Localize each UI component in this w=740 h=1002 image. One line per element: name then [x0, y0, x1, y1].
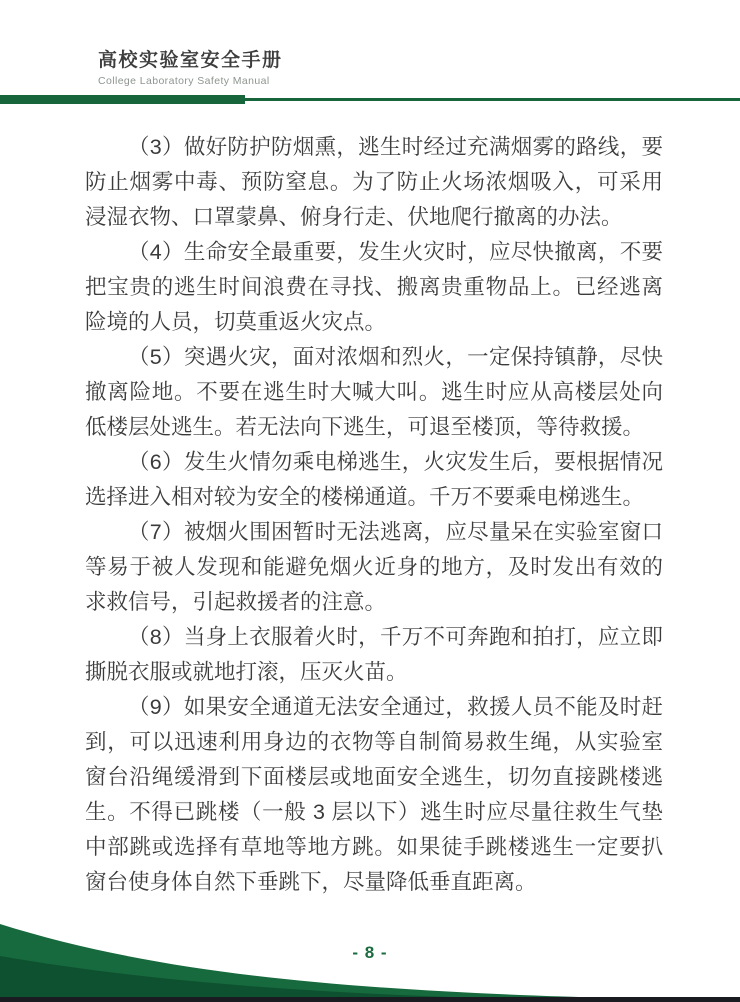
paragraph-6: （6）发生火情勿乘电梯逃生，火灾发生后，要根据情况选择进入相对较为安全的楼梯通道。千万不要乘电梯逃生。 [85, 450, 663, 509]
header-rule-thin [245, 98, 740, 101]
manual-title: 高校实验室安全手册 [98, 50, 283, 71]
page-body [85, 130, 663, 900]
manual-subtitle: College Laboratory Safety Manual [98, 75, 270, 87]
paragraph-5: （5）突遇火灾，面对浓烟和烈火，一定保持镇静，尽快撤离险地。不要在逃生时大喊大叫。逃生时应从高楼层处向低楼层处逃生。若无法向下逃生，可退至楼顶，等待救援。 [85, 345, 663, 439]
header-rule-thick [0, 95, 245, 104]
footer-swoosh [0, 922, 740, 1002]
header-brand [98, 50, 283, 87]
bottom-edge-bar [0, 997, 740, 1002]
paragraph-8: （8）当身上衣服着火时，千万不可奔跑和拍打，应立即撕脱衣服或就地打滚，压灭火苗。 [85, 625, 663, 684]
paragraph-7: （7）被烟火围困暂时无法逃离，应尽量呆在实验室窗口等易于被人发现和能避免烟火近身的地方，及时发出有效的求救信号，引起救援者的注意。 [85, 520, 663, 614]
paragraph-3: （3）做好防护防烟熏，逃生时经过充满烟雾的路线，要防止烟雾中毒、预防窒息。为了防止火场浓烟吸入，可采用浸湿衣物、口罩蒙鼻、俯身行走、伏地爬行撤离的办法。 [85, 135, 663, 229]
page-number: - 8 - [352, 943, 388, 962]
paragraph-9: （9）如果安全通道无法安全通过，救援人员不能及时赶到，可以迅速利用身边的衣物等自制简易救生绳，从实验室窗台沿绳缓滑到下面楼层或地面安全逃生，切勿直接跳楼逃生。不得已跳楼（一般 3 层以下）逃生时应尽量往救生气垫中部跳或选择有草地等地方跳。如果徒手跳楼逃生一定要扒窗台使身体自然下垂跳下，尽量降低垂直距离。 [85, 695, 663, 894]
paragraph-4: （4）生命安全最重要，发生火灾时，应尽快撤离，不要把宝贵的逃生时间浪费在寻找、搬离贵重物品上。已经逃离险境的人员，切莫重返火灾点。 [85, 240, 663, 334]
